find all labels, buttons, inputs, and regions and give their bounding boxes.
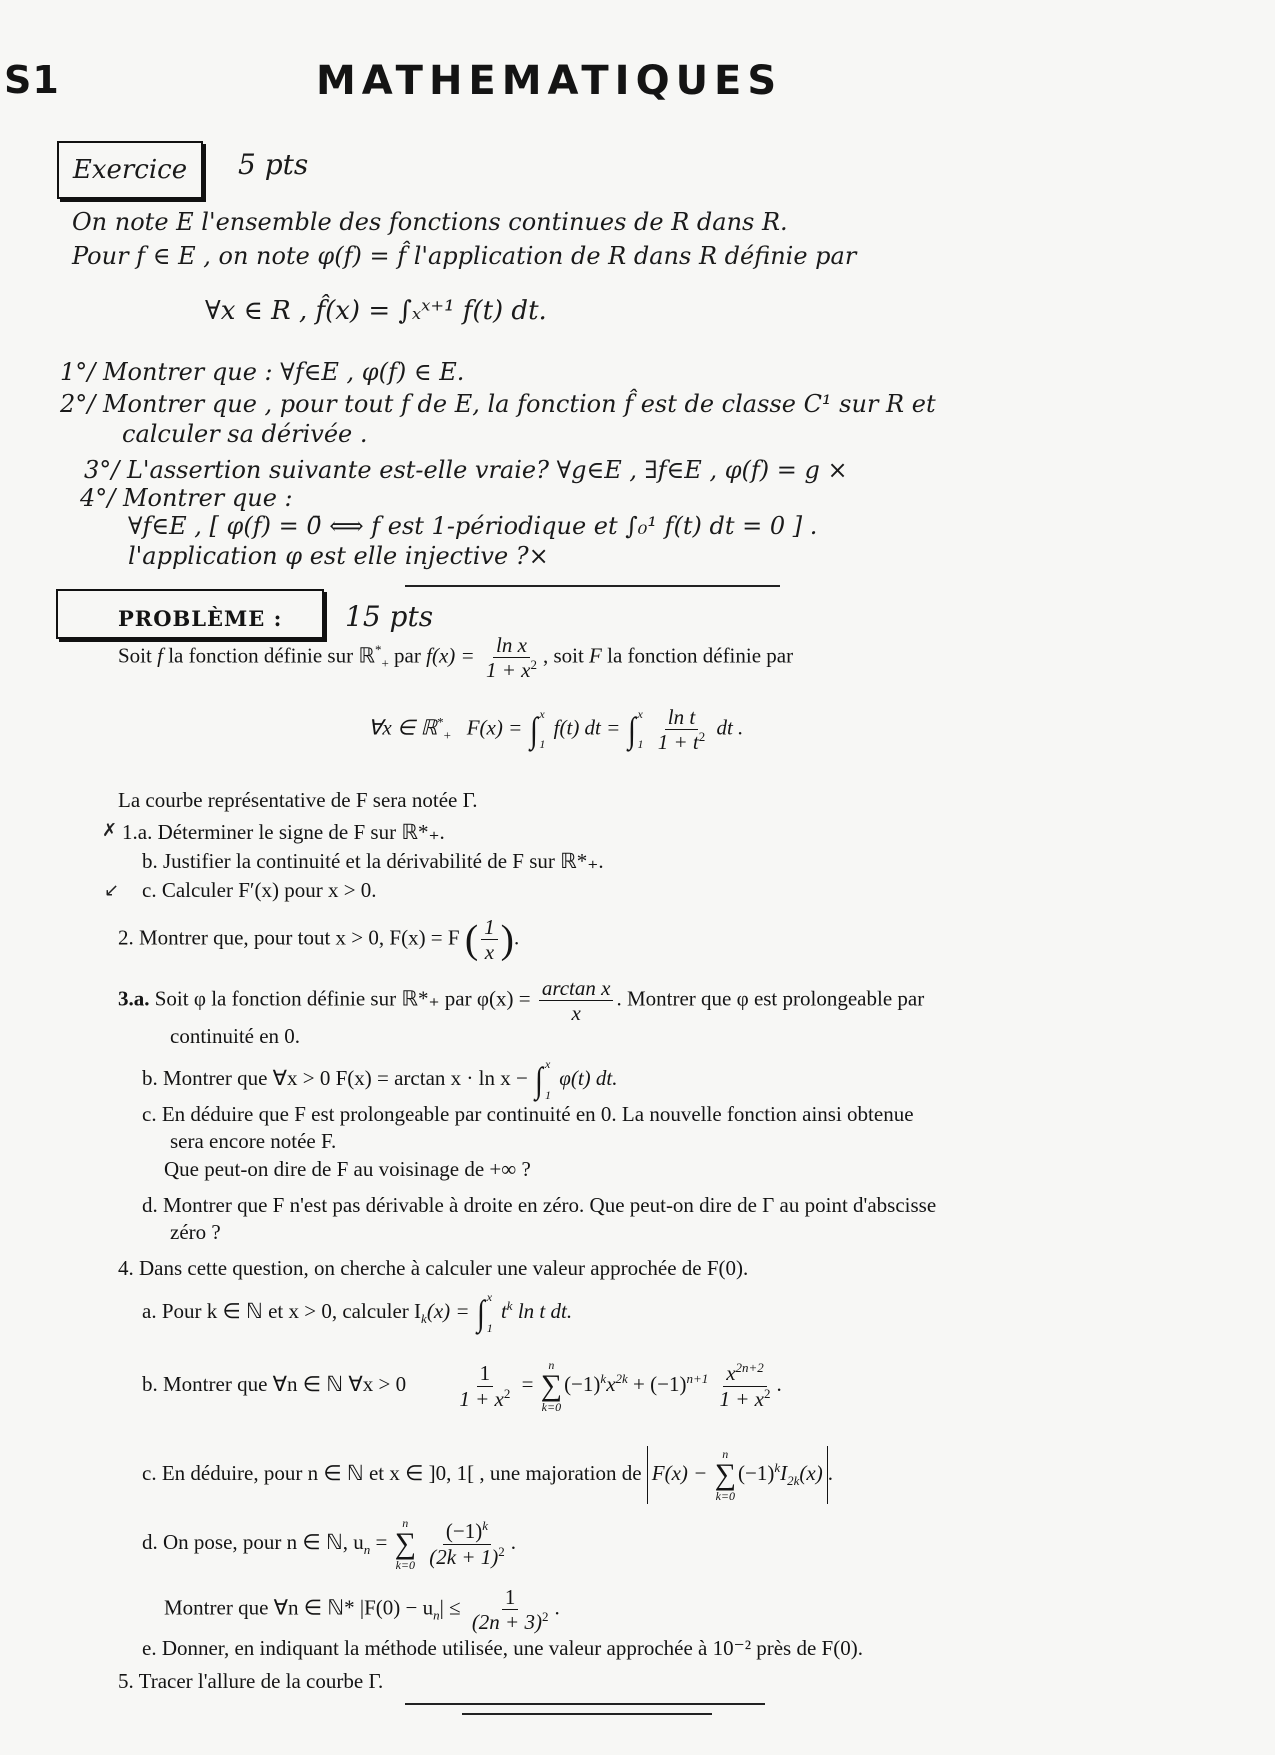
q4c-x: (x) [799, 1460, 823, 1485]
q4a-text: a. Pour k ∈ ℕ et x > 0, calculer I [142, 1298, 422, 1323]
q4d-text: d. On pose, pour n ∈ ℕ, u [142, 1529, 364, 1554]
q4c-term: (−1) [737, 1460, 775, 1485]
q4d-den: (2k + 1) [429, 1544, 499, 1569]
q4b-sum: n ∑ k=0 [540, 1358, 563, 1414]
intro-par: par [394, 643, 421, 668]
question-3c-infinity: Que peut-on dire de F au voisinage de +∞ ? [164, 1157, 531, 1181]
footer-rule-1 [405, 1703, 765, 1705]
exercise-question-1: 1°/ Montrer que : ∀f∈E , φ(f) ∈ E. [60, 358, 465, 386]
q4b-x: x [606, 1371, 616, 1396]
q4b-text: b. Montrer que ∀n ∈ ℕ ∀x > 0 [142, 1371, 407, 1396]
q4d2-fraction: $\frac{1}{(2n + 3)^2}$ [471, 1585, 549, 1635]
intro-fraction: $\frac{\text{ln x}}{1 + x^2}$ [485, 633, 537, 683]
F-definition: ∀x ∈ ℝ*$_+$ F(x) = ∫ x 1 f(t) dt = ∫ x 1 $\frac{\text{ln t}}{1 + t^2}$ dt . [368, 705, 744, 755]
question-1a: 1.a. Déterminer le signe de F sur ℝ*₊. [122, 820, 445, 844]
question-4d: d. On pose, pour n ∈ ℕ, $u_n$ = n ∑ k=0 $\frac{(-1)^k}{(2k + 1)^2}$ . [142, 1516, 516, 1572]
margin-mark: ↙ [104, 880, 120, 901]
q4b-fraction-1: $\frac{1}{1 + x^2}$ [459, 1361, 511, 1411]
question-5: 5. Tracer l'allure de la courbe Γ. [118, 1669, 384, 1693]
def-fraction-num: ln t [665, 705, 698, 730]
q4d-num: (−1) [445, 1519, 483, 1544]
def-Fx: F(x) = [466, 715, 523, 740]
q4d2-den: (2n + 3) [471, 1610, 542, 1635]
q4d2-text: Montrer que ∀n ∈ ℕ* |F(0) − u [164, 1595, 434, 1620]
q4c-Fx: F(x) − [651, 1460, 708, 1485]
question-4: 4. Dans cette question, on cherche à calculer une valeur approchée de F(0). [118, 1256, 749, 1280]
question-4d-bound: Montrer que ∀n ∈ ℕ* $|F(0) - u_n|$ ≤ $\frac{1}{(2n + 3)^2}$ . [164, 1585, 560, 1635]
q4b-den: 1 + x [459, 1386, 504, 1411]
q3a-text-2: . Montrer que φ est prolongeable par [616, 986, 925, 1011]
q3a-den: x [571, 1001, 581, 1026]
question-4e: e. Donner, en indiquant la méthode utilisée, une valeur approchée à 10⁻² près de F(0). [142, 1636, 863, 1660]
question-3a-cont: continuité en 0. [170, 1024, 301, 1048]
q4a-t: t [500, 1298, 507, 1323]
footer-rule-2 [462, 1713, 712, 1715]
q4a-mid: (x) = [426, 1298, 470, 1323]
exercise-question-3: 3°/ L'assertion suivante est-elle vraie? ∀g∈E , ∃f∈E , φ(f) = g × [84, 456, 848, 484]
exercise-question-4-statement: ∀f∈E , [ φ(f) = 0̄ ⟺ f est 1-périodique et ∫₀¹ f(t) dt = 0 ] . [128, 512, 818, 540]
question-1c: c. Calculer F′(x) pour x > 0. [142, 878, 377, 902]
question-3c-cont: sera encore notée F. [170, 1129, 337, 1153]
def-quantifier: ∀x ∈ ℝ [368, 715, 438, 740]
q4b-den2: 1 + x [719, 1386, 765, 1411]
problem-label: PROBLÈME : [118, 606, 283, 631]
page-title: MATHEMATIQUES [316, 58, 783, 104]
question-3b: b. Montrer que ∀x > 0 F(x) = arctan x · ln x − ∫ x 1 φ(t) dt. [142, 1057, 618, 1102]
q4b-plus: + (−1) [633, 1371, 687, 1396]
q2-num: 1 [481, 915, 498, 940]
exercise-line-2: Pour f ∈ E , on note φ(f) = f̂ l'application de R dans R définie par [72, 242, 857, 270]
q4b-eq: = [521, 1371, 534, 1396]
q2-den: x [484, 940, 495, 965]
exercise-line-1: On note E l'ensemble des fonctions continues de R dans R. [72, 208, 788, 236]
q3a-label: 3.a. [118, 986, 150, 1011]
exercise-label-box [57, 141, 203, 199]
intro-text-2: , soit [542, 643, 584, 668]
question-3c: c. En déduire que F est prolongeable par continuité en 0. La nouvelle fonction ainsi obtenue [142, 1102, 914, 1126]
margin-mark: ✗ [102, 820, 118, 841]
q4b-num2: x [726, 1361, 736, 1386]
intro-fraction-num: ln x [493, 633, 530, 658]
q4c-I: I [780, 1460, 788, 1485]
intro-text-3: la fonction définie par [607, 643, 794, 668]
question-2: 2. Montrer que, pour tout x > 0, F(x) = F ( $\frac{1}{x}$ ). [118, 915, 520, 965]
problem-intro: Soit f la fonction définie sur ℝ*$_+$ par f(x) = $\frac{\text{ln x}}{1 + x^2}$ , soit F la fonction définie par [118, 633, 794, 683]
def-fraction-den: 1 + t [657, 730, 699, 755]
q4b-num: 1 [477, 1361, 494, 1386]
q4c-abs: F(x) − n ∑ k=0 $(-1)^kI_{2k}(x)$ [647, 1446, 828, 1504]
q4d-eq: = [375, 1529, 388, 1554]
q2-fraction [481, 915, 498, 964]
exercise-formula: ∀x ∈ R , f̂(x) = ∫ₓˣ⁺¹ f(t) dt. [205, 296, 547, 326]
intro-text: la fonction définie sur [168, 643, 354, 668]
question-1b: b. Justifier la continuité et la dérivabilité de F sur ℝ*₊. [142, 849, 604, 873]
question-4a: a. Pour k ∈ ℕ et x > 0, calculer $I_k(x)$ = ∫ x 1 $t^k$ ln t dt. [142, 1290, 573, 1335]
q2-text: 2. Montrer que, pour tout x > 0, F(x) = F [118, 925, 460, 950]
q4b-fraction-2: $\frac{x^{2n+2}}{1 + x^2}$ [719, 1360, 771, 1411]
q4b-term: (−1) [564, 1371, 601, 1396]
intro-fx: f(x) = [426, 643, 475, 668]
q3a-fraction [539, 976, 614, 1025]
q3b-end: φ(t) dt. [559, 1065, 618, 1090]
q4d-fraction: $\frac{(-1)^k}{(2k + 1)^2}$ [429, 1518, 505, 1569]
exercise-question-4: 4°/ Montrer que : [80, 484, 293, 512]
q4d2-num: 1 [502, 1585, 519, 1610]
question-3d-cont: zéro ? [170, 1220, 221, 1244]
intro-fraction-den: 1 + x [485, 658, 531, 683]
q4c-text: c. En déduire, pour n ∈ ℕ et x ∈ ]0, 1[ , une majoration de [142, 1460, 642, 1485]
q3a-text: Soit φ la fonction définie sur ℝ*₊ par φ(x) = [154, 986, 531, 1011]
problem-points: 15 pts [345, 600, 434, 633]
exercise-points: 5 pts [238, 148, 309, 181]
question-3d: d. Montrer que F n'est pas dérivable à droite en zéro. Que peut-on dire de Γ au point d'abscisse [142, 1193, 937, 1217]
section-code: S1 [4, 58, 60, 102]
exercise-question-2-cont: calculer sa dérivée . [122, 420, 368, 448]
question-4c: c. En déduire, pour n ∈ ℕ et x ∈ ]0, 1[ , une majoration de F(x) − n ∑ k=0 $(-1)^kI_{2k}(x)$ . [142, 1447, 833, 1503]
question-4b: b. Montrer que ∀n ∈ ℕ ∀x > 0 $\frac{1}{1 + x^2}$ = n ∑ k=0 $(-1)^kx^{2k} + (-1)^{n+1}$ $\frac{x^{2n+2}}{1 + x^2}$ . [142, 1358, 782, 1414]
intro-F: F [589, 643, 602, 668]
q4a-end: ln t dt. [517, 1298, 573, 1323]
def-end: dt . [716, 715, 744, 740]
exercise-label: Exercice [72, 155, 188, 185]
curve-statement: La courbe représentative de F sera notée Γ. [118, 788, 478, 812]
q3a-num: arctan x [539, 976, 614, 1001]
intro-f: f [157, 643, 163, 668]
separator-line [405, 585, 780, 587]
def-ft: f(t) dt = [553, 715, 621, 740]
q3b-text: b. Montrer que ∀x > 0 F(x) = arctan x · ln x − [142, 1065, 528, 1090]
question-3a [118, 976, 924, 1025]
exercise-question-4-injective: l'application φ est elle injective ?× [128, 542, 549, 570]
intro-set: ℝ [358, 643, 375, 668]
intro-word: Soit [118, 643, 152, 668]
exercise-question-2: 2°/ Montrer que , pour tout f de E, la fonction f̂ est de classe C¹ sur R et [60, 390, 936, 418]
q4d2-le: | ≤ [439, 1595, 461, 1620]
def-fraction: $\frac{\text{ln t}}{1 + t^2}$ [657, 705, 706, 755]
